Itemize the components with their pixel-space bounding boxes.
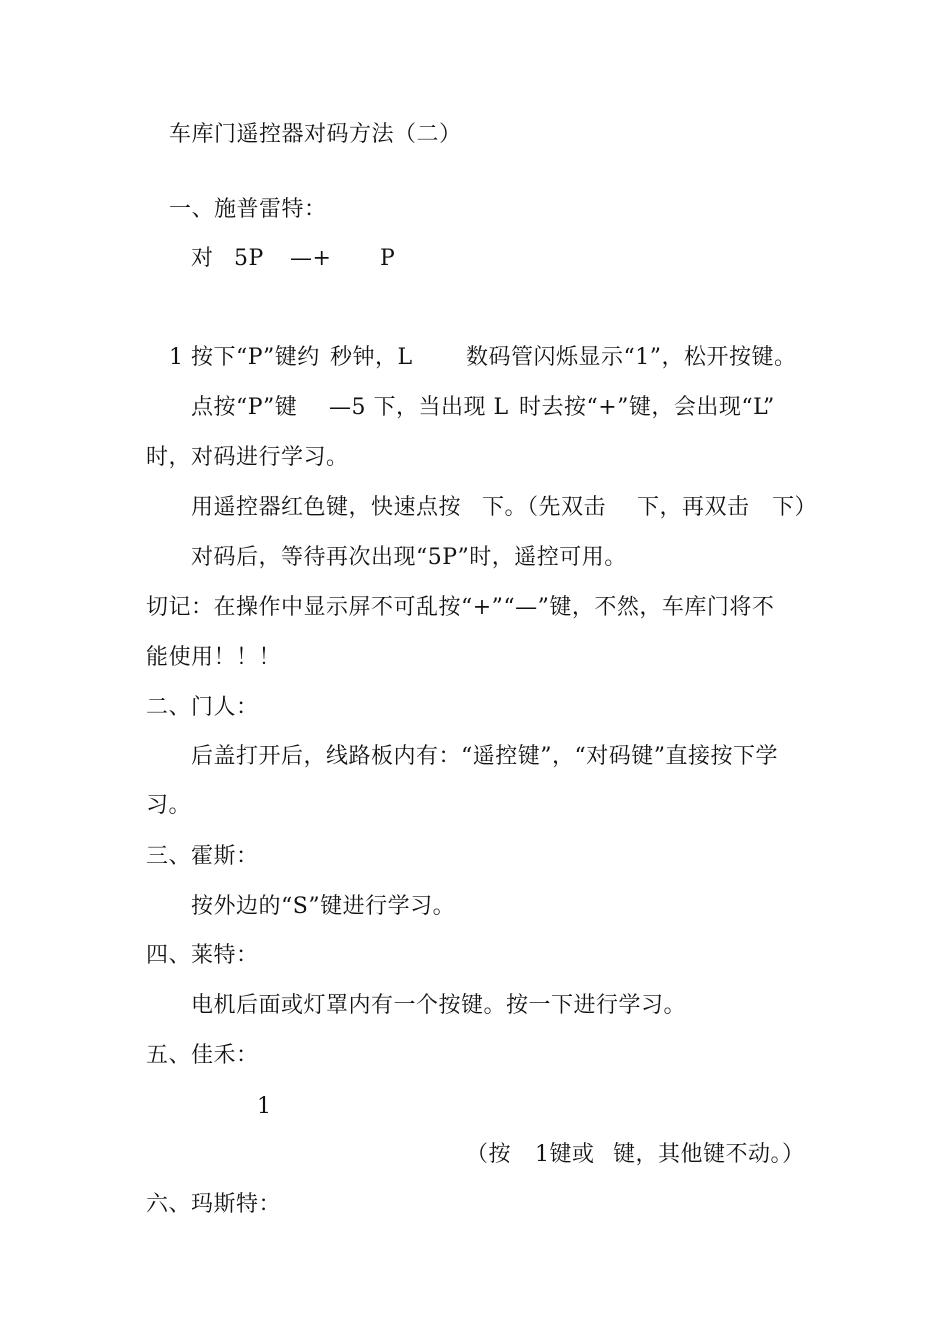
step2-text-a: 点按“P”键 — [191, 395, 298, 420]
section4-line-1: 电机后面或灯罩内有一个按键。按一下进行学习。 — [191, 993, 687, 1018]
section1-sub-a: 对 — [191, 246, 214, 271]
section4-heading: 四、莱特： — [146, 943, 259, 968]
step1-text-b: 秒钟，L — [330, 345, 413, 370]
section5-note-b: 1键或 — [535, 1142, 595, 1167]
section6-heading: 六、玛斯特： — [146, 1192, 282, 1217]
section5-heading: 五、佳禾： — [146, 1043, 259, 1068]
section1-sub-c: —+ — [290, 246, 332, 271]
section2-line-2: 习。 — [146, 793, 192, 818]
section5-note-c: 键，其他键不动。） — [613, 1142, 805, 1167]
warning-line-1: 切记：在操作中显示屏不可乱按“+”“—”键，不然，车库门将不 — [146, 595, 775, 620]
section2-line-1: 后盖打开后，线路板内有：“遥控键”，“对码键”直接按下学 — [191, 744, 778, 769]
step3-text-d: 下） — [772, 495, 818, 520]
step2-continuation: 时，对码进行学习。 — [146, 445, 349, 470]
step3-text-a: 用遥控器红色键，快速点按 — [191, 495, 462, 520]
section1-heading: 一、施普雷特： — [169, 197, 327, 222]
step3-text-b: 下。（先双击 — [482, 495, 607, 520]
step2-text-c: 时去按“+”键，会出现“L” — [519, 395, 775, 420]
step2-text-b: —5 下，当出现 L — [329, 395, 509, 420]
section2-heading: 二、门人： — [146, 695, 259, 720]
warning-line-2: 能使用！！！ — [146, 645, 282, 670]
document-title: 车库门遥控器对码方法（二） — [169, 122, 462, 147]
section3-heading: 三、霍斯： — [146, 844, 259, 869]
step1-text-a: 按下“P”键约 — [191, 345, 320, 370]
step3-text-c: 下，再双击 — [637, 495, 750, 520]
step1-number: 1 — [169, 345, 184, 370]
section5-number: 1 — [257, 1094, 272, 1119]
step4-text: 对码后，等待再次出现“5P”时，遥控可用。 — [191, 545, 627, 570]
section3-line-1: 按外边的“S”键进行学习。 — [191, 894, 456, 919]
step1-text-c: 数码管闪烁显示“1”，松开按键。 — [466, 345, 797, 370]
section1-sub-b: 5P — [234, 246, 264, 271]
section1-sub-d: P — [380, 246, 396, 271]
section5-note-a: （按 — [466, 1142, 512, 1167]
